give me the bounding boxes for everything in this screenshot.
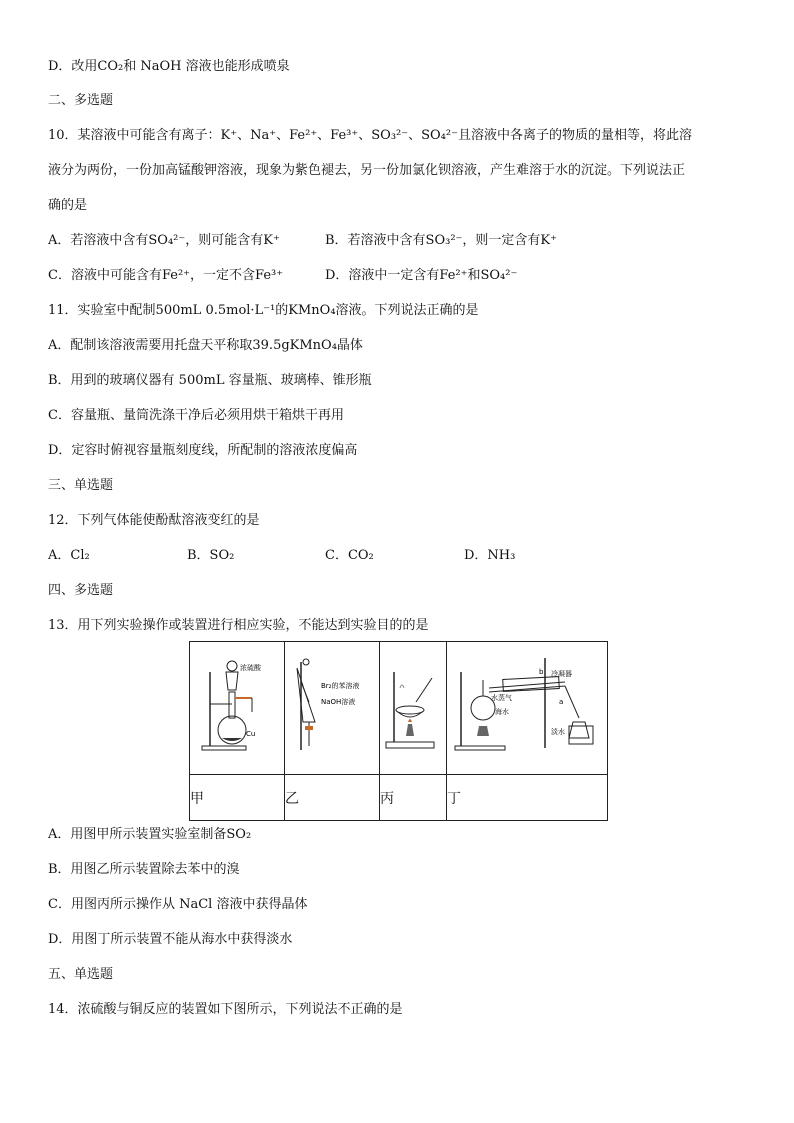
q13-option-c: C．用图丙所示操作从 NaCl 溶液中获得晶体 xyxy=(48,897,308,912)
section-heading: 三、单选题 xyxy=(48,478,114,493)
fig-label: 淡水 xyxy=(551,728,565,736)
apparatus-bing-image xyxy=(380,642,447,775)
apparatus-caption: 乙 xyxy=(285,775,380,821)
q13-option-b: B．用图乙所示装置除去苯中的溴 xyxy=(48,862,240,877)
q11-option-d: D．定容时俯视容量瓶刻度线，所配制的溶液浓度偏高 xyxy=(48,443,358,458)
apparatus-jia-image xyxy=(190,642,285,775)
fig-label: b xyxy=(539,668,544,676)
q12-stem: 12．下列气体能使酚酞溶液变红的是 xyxy=(48,513,260,528)
flask-apparatus-icon xyxy=(190,642,284,770)
q10-stem-line2: 液分为两份，一份加高锰酸钾溶液，现象为紫色褪去，另一份加氯化钡溶液，产生难溶于水的沉淀。下列说法正 xyxy=(48,163,686,178)
q14-stem: 14．浓硫酸与铜反应的装置如下图所示，下列说法不正确的是 xyxy=(48,1002,403,1017)
q12-option-c: C．CO₂ xyxy=(325,548,374,563)
fig-label: 海水 xyxy=(495,708,509,716)
q12-options xyxy=(48,546,748,566)
q11-option-a: A．配制该溶液需要用托盘天平称取39.5gKMnO₄晶体 xyxy=(48,338,363,353)
apparatus-caption: 甲 xyxy=(190,775,285,821)
q10-option-b: B．若溶液中含有SO₃²⁻，则一定含有K⁺ xyxy=(325,233,557,248)
apparatus-caption: 丙 xyxy=(380,775,447,821)
q10-option-d: D．溶液中一定含有Fe²⁺和SO₄²⁻ xyxy=(325,268,518,283)
q11-option-c: C．容量瓶、量筒洗涤干净后必须用烘干箱烘干再用 xyxy=(48,408,344,423)
apparatus-table xyxy=(189,641,608,821)
fig-label: 浓硫酸 xyxy=(240,664,261,672)
q10-stem-line3: 确的是 xyxy=(48,198,88,213)
section-heading: 二、多选题 xyxy=(48,93,114,108)
fig-label: 水蒸气 xyxy=(491,694,512,702)
fig-label: a xyxy=(559,698,564,706)
q13-option-a: A．用图甲所示装置实验室制备SO₂ xyxy=(48,827,252,842)
section-heading: 四、多选题 xyxy=(48,583,114,598)
q10-options-row1 xyxy=(48,231,748,251)
fig-label: 冷凝器 xyxy=(551,670,572,678)
fig-label: Br₂的苯溶液 xyxy=(321,682,360,690)
separatory-funnel-icon xyxy=(285,642,379,770)
q10-stem-line1: 10．某溶液中可能含有离子：K⁺、Na⁺、Fe²⁺、Fe³⁺、SO₃²⁻、SO₄²⁻且溶液中各离子的物质的量相等，将此溶 xyxy=(48,128,692,143)
q12-option-b: B．SO₂ xyxy=(187,548,235,563)
apparatus-ding-image xyxy=(447,642,608,775)
q12-option-d: D．NH₃ xyxy=(464,548,516,563)
distillation-apparatus-icon xyxy=(447,642,607,770)
q13-option-d: D．用图丁所示装置不能从海水中获得淡水 xyxy=(48,932,293,947)
q11-option-b: B．用到的玻璃仪器有 500mL 容量瓶、玻璃棒、锥形瓶 xyxy=(48,373,372,388)
q10-option-a: A．若溶液中含有SO₄²⁻，则可能含有K⁺ xyxy=(48,233,280,248)
apparatus-caption: 丁 xyxy=(447,775,608,821)
section-heading: 五、单选题 xyxy=(48,967,114,982)
fig-label: Cu xyxy=(246,730,256,738)
apparatus-yi-image xyxy=(285,642,380,775)
evaporation-apparatus-icon xyxy=(380,642,446,770)
q10-options-row2 xyxy=(48,266,748,286)
q9-option-d: D．改用CO₂和 NaOH 溶液也能形成喷泉 xyxy=(48,59,290,74)
fig-label: NaOH溶液 xyxy=(321,698,356,706)
q11-stem: 11．实验室中配制500mL 0.5mol·L⁻¹的KMnO₄溶液。下列说法正确的是 xyxy=(48,303,479,318)
q10-option-c: C．溶液中可能含有Fe²⁺，一定不含Fe³⁺ xyxy=(48,268,284,283)
q13-stem: 13．用下列实验操作或装置进行相应实验，不能达到实验目的的是 xyxy=(48,618,429,633)
q12-option-a: A．Cl₂ xyxy=(48,548,90,563)
